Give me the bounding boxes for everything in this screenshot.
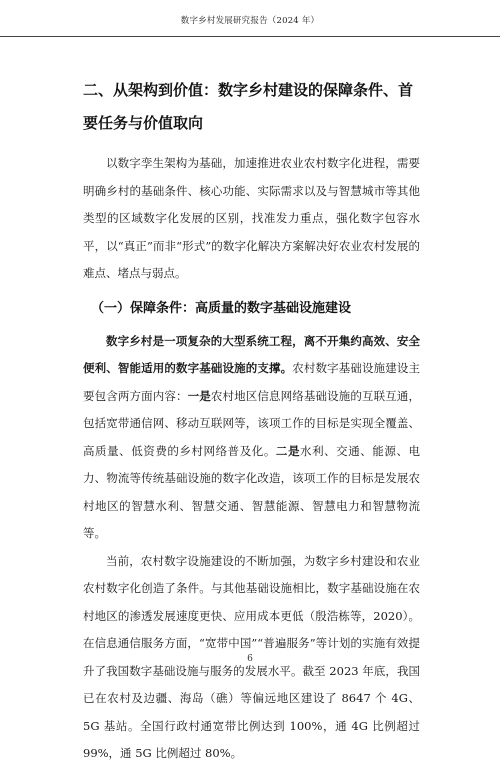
paragraph-text: 水利、交通、能源、电力、物流等传统基础设施的数字化改造，该项工作的目标是发展农村地区的智慧水利、智慧交通、智慧能源、智慧电力和智慧物流等。 — [83, 443, 421, 540]
body-paragraph-2: 当前，农村数字设施建设的不断加强，为数字乡村建设和农业农村数字化创造了条件。与其他基础设施相比，数字基础设施在农村地区的渗透发展速度更快、应用成本更低（殷浩栋等，2020）。在信息通信服务方面，“宽带中国”“普遍服务”等计划的实施有效提升了我国数字基础设施与服务的发展水平。截至 2023 年底，我国已在农村及边疆、海岛（礁）等偏远地区建设了 8647 个 4G、5G 基站。全国行政村通宽带比例达到 100%，通 4G 比例超过 99%，通 5G 比例超过 80%。 — [83, 553, 420, 760]
subsection-heading: （一）保障条件：高质量的数字基础设施建设 — [91, 300, 352, 316]
enumeration-marker-one: 一是 — [187, 388, 211, 403]
enumeration-marker-two: 二是 — [275, 443, 301, 458]
running-header — [0, 0, 500, 37]
section-heading: 二、从架构到价值：数字乡村建设的保障条件、首要任务与价值取向 — [83, 81, 414, 132]
intro-paragraph: 以数字孪生架构为基础，加速推进农业农村数字化进程，需要明确乡村的基础条件、核心功能、实际需求以及与智慧城市等其他类型的区域数字化发展的区别，找准发力重点，强化数字包容水平，以“真正”而非“形式”的数字化解决方案解决好农业农村发展的难点、堵点与弱点。 — [83, 156, 420, 280]
paragraph-text: 农村地区信息网络基础设施的互联互通，包括宽带通信网、移动互联网等，该项工作的目标是实现全覆盖、高质量、低资费的乡村网络普及化。 — [83, 388, 420, 458]
paragraph-text: 农村数字基础设施建设主要包含两方面内容： — [83, 361, 420, 403]
emphasized-lead-sentence: 数字乡村是一项复杂的大型系统工程，离不开集约高效、安全便利、智能适用的数字基础设施的支撑。 — [83, 333, 420, 375]
running-header-title: 数字乡村发展研究报告（2024 年） — [180, 16, 320, 26]
body-paragraph-1 — [83, 328, 420, 548]
page-number: 6 — [247, 654, 253, 664]
